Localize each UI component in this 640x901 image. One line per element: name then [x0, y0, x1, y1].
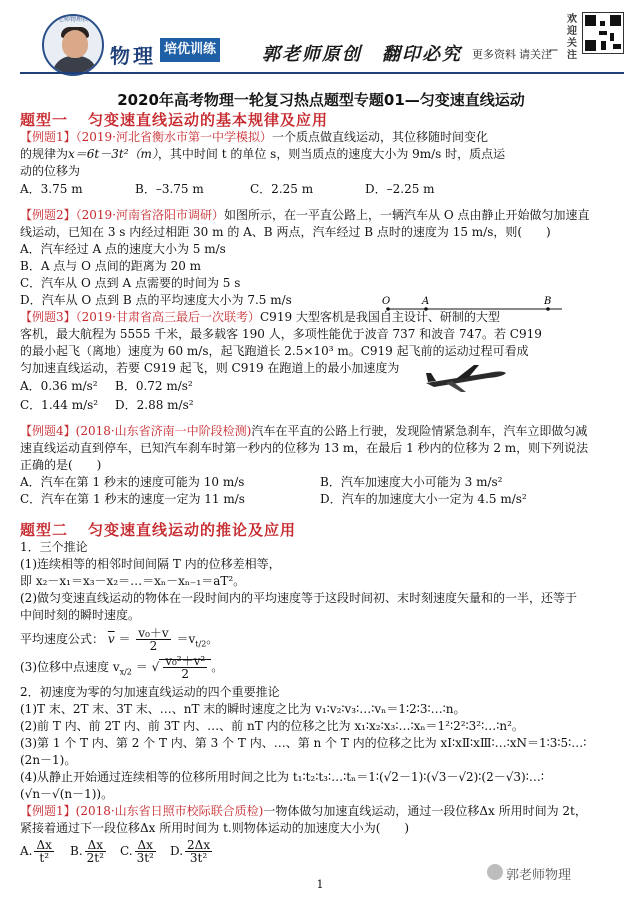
option-d[interactable]: D．汽车的加速度大小一定为 4.5 m/s² [320, 492, 527, 506]
section-heading-2 [20, 522, 622, 539]
label-b: B [544, 296, 552, 307]
option-b[interactable]: B．–3.75 m [135, 182, 204, 196]
question-text: C919 大型客机是我国自主设计、研制的大型 [260, 310, 500, 324]
theory-line: (2n－1)。 [20, 752, 77, 767]
header-more-link[interactable]: 更多资料 [472, 48, 516, 61]
midpoint-velocity-formula [20, 655, 622, 680]
option-c[interactable]: C．1.44 m/s² [20, 398, 99, 412]
theory-line: (√n－√(n－1))。 [20, 786, 114, 801]
formula-eq: ＝ [118, 632, 131, 646]
question-text: 线运动，已知在 3 s 内经过相距 30 m 的 A、B 两点，汽车经过 B 点时的速度为 15 m/s，则( ) [20, 225, 551, 239]
teacher-avatar-badge [42, 14, 104, 76]
options-row [20, 474, 622, 491]
example-source: （2019·甘肃省高三最后一次联考） [75, 310, 260, 324]
example-1 [20, 129, 622, 198]
formula-sub: x/2 [119, 667, 132, 677]
question-text: 一个质点做直线运动，其位移随时间变化 [272, 130, 489, 144]
section-title: 匀变速直线运动的基本规律及应用 [88, 111, 329, 129]
question-text: 紧接着通过下一段位移Δx 所用时间为 t.则物体运动的加速度大小为( ) [20, 820, 410, 835]
option-d[interactable]: D．汽车从 O 点到 B 点的平均速度大小为 7.5 m/s [20, 293, 292, 307]
section-label: 题型二 [20, 521, 69, 539]
question-text: 汽车在平直的公路上行驶，发现险情紧急刹车，汽车立即做匀减 [251, 424, 588, 438]
formula-label: 平均速度公式： [20, 632, 105, 646]
example-source: （2019·河南省洛阳市调研） [75, 208, 224, 222]
theory-block [20, 539, 622, 803]
formula-vbar: $\overline{v}$ [107, 632, 115, 646]
sqrt-sign: √ [151, 660, 160, 675]
option-a[interactable]: A．汽车经过 A 点的速度大小为 5 m/s [20, 242, 226, 256]
option-c[interactable]: C．汽车在第 1 秒末的速度一定为 11 m/s [20, 492, 245, 506]
option-d[interactable]: D．–2.25 m [365, 182, 435, 196]
example-source: （2019·河北省衡水市第一中学模拟） [75, 130, 272, 144]
question-text: 速直线运动直到停车，已知汽车刹车时第一秒内的位移为 13 m，在最后 1 秒内的位移为 2 m，则下列说法 [20, 441, 589, 455]
example-source: (2018·山东省济南一中阶段检测) [75, 424, 252, 438]
example-tag: 【例题4】 [20, 424, 76, 438]
option-b[interactable]: B．汽车加速度大小可能为 3 m/s² [320, 475, 503, 489]
option-d[interactable]: D. $\frac{2\Delta x}{\text{3t²}}$ [170, 837, 211, 865]
question-text: 的规律为 [20, 147, 69, 161]
theory-line: (2)前 T 内、前 2T 内、前 3T 内、…、前 nT 内的位移之比为 x₁∶x₂∶x₃∶…∶xₙ＝1²∶2²∶3²∶…∶n²。 [20, 718, 524, 733]
formula-dot: 。 [206, 632, 219, 646]
example-source: (2018·山东省日照市校际联合质检) [75, 803, 264, 818]
formula-sqrt: $\frac{\text{v₀²＋v²}}{2}$ [159, 659, 211, 674]
footer-watermark: 郭老师物理 [506, 868, 572, 883]
formula-label: (3)位移中点速度 v [20, 660, 120, 675]
theory-line: (3)第 1 个 T 内、第 2 个 T 内、第 3 个 T 内、…、第 n 个 T 内的位移之比为 xⅠ∶xⅡ∶xⅢ∶…∶xN＝1∶3∶5∶…∶ [20, 735, 587, 750]
option-c[interactable]: C. $\frac{\Delta x}{\text{3t²}}$ [120, 837, 154, 865]
option-b[interactable]: B．0.72 m/s² [115, 379, 193, 393]
example-tag: 【例题2】 [20, 208, 76, 222]
option-a[interactable]: A．3.75 m [20, 182, 83, 196]
header-train-badge: 培优训练 [160, 38, 220, 62]
page-number: 1 [316, 878, 324, 891]
options-row [20, 181, 622, 198]
label-o: O [382, 296, 391, 307]
option-b[interactable]: B．A 点与 O 点间的距离为 20 m [20, 259, 202, 273]
options-row [20, 839, 622, 864]
formula-dot: 。 [211, 660, 224, 675]
theory-line: 1．三个推论 [20, 540, 88, 554]
theory-line: (2)做匀变速直线运动的物体在一段时间内的平均速度等于这段时间初、末时刻速度矢量和的一半，还等于 [20, 591, 578, 605]
option-a[interactable]: A．汽车在第 1 秒末的速度可能为 10 m/s [20, 475, 245, 489]
section-label: 题型一 [20, 111, 69, 129]
document-title: 2020年高考物理一轮复习热点题型专题01—匀变速直线运动 [117, 91, 525, 109]
header-vertical-text: 欢迎关注 [567, 14, 577, 61]
option-a[interactable]: A. $\frac{\Delta x}{\text{t²}}$ [20, 837, 52, 865]
formula-fraction: $\frac{\text{v₀＋v}}{2}$ [138, 626, 169, 653]
theory-line: (1)连续相等的相邻时间间隔 T 内的位移差相等， [20, 557, 281, 571]
formula-sub: t/2 [195, 639, 207, 649]
header-slogan: 郭老师原创 翻印必究 [262, 44, 462, 65]
airplane-image [422, 361, 508, 395]
example-tag: 【例题3】 [20, 310, 76, 324]
question-text: 客机，最大航程为 5555 千米，最多载客 190 人，多项性能优于波音 737 和波音 747。若 C919 [20, 327, 542, 341]
question-text: 动的位移为 [20, 164, 81, 178]
formula: x＝6t－3t²（m） [68, 147, 158, 161]
header-rule [20, 72, 624, 74]
question-text: 一物体做匀加速直线运动，通过一段位移Δx 所用时间为 2t， [263, 803, 587, 818]
example-2 [20, 207, 622, 309]
option-b[interactable]: B. $\frac{\Delta x}{\text{2t²}}$ [70, 837, 104, 865]
section-title: 匀变速直线运动的推论及应用 [88, 521, 297, 539]
formula-eq: ＝ [135, 660, 148, 675]
theory-line: (4)从静止开始通过连续相等的位移所用时间之比为 t₁∶t₂∶t₃∶…∶tₙ＝1∶(√2－1)∶(√3－√2)∶(2－√3)∶…∶ [20, 769, 544, 784]
question-text: 的最小起飞（离地）速度为 60 m/s，起飞跑道长 2.5×10³ m。C919 起飞前的运动过程可看成 [20, 344, 529, 358]
badge-text: 郭老师物理教学 [51, 16, 94, 23]
example-5 [20, 803, 622, 864]
formula-eq: ＝v [176, 632, 196, 646]
avatar-face [62, 30, 88, 58]
bookmark-icon: ⌐ [548, 44, 559, 59]
question-text: ，其中时间 t 的单位 s，则当质点的速度大小为 9m/s 时，质点运 [157, 147, 506, 161]
example-4 [20, 423, 622, 508]
options-row [20, 491, 622, 508]
option-c[interactable]: C．汽车从 O 点到 A 点需要的时间为 5 s [20, 276, 241, 290]
theory-line: 2．初速度为零的匀加速直线运动的四个重要推论 [20, 684, 280, 699]
theory-line: 即 x₂－x₁＝x₃－x₂＝…＝xₙ－xₙ₋₁＝aT²。 [20, 574, 246, 588]
theory-line: 中间时刻的瞬时速度。 [20, 608, 141, 622]
average-velocity-formula [20, 627, 622, 652]
example-3 [20, 309, 622, 414]
qr-code-icon[interactable] [582, 12, 624, 54]
question-text: 正确的是( ) [20, 458, 102, 472]
option-a[interactable]: A．0.36 m/s² [20, 379, 98, 393]
example-tag: 【例题1】 [20, 803, 76, 818]
question-text: 匀加速直线运动，若要 C919 起飞，则 C919 在跑道上的最小加速度为 [20, 361, 400, 375]
example-tag: 【例题1】 [20, 130, 76, 144]
question-text: 如图所示，在一平直公路上，一辆汽车从 O 点由静止开始做匀加速直 [224, 208, 590, 222]
header-subject: 物理 [110, 44, 156, 68]
page-header [0, 0, 640, 82]
options-row [20, 378, 622, 395]
option-c[interactable]: C．2.25 m [250, 182, 314, 196]
label-a: A [422, 296, 430, 307]
section-heading-1 [20, 112, 622, 129]
options-row [20, 397, 622, 414]
theory-line: (1)T 末、2T 末、3T 末、…、nT 末的瞬时速度之比为 v₁∶v₂∶v₃∶…∶vₙ＝1∶2∶3∶…∶n。 [20, 701, 466, 716]
option-d[interactable]: D．2.88 m/s² [115, 398, 194, 412]
header-follow-text: 请关注 [519, 48, 552, 61]
document-body [20, 92, 622, 866]
